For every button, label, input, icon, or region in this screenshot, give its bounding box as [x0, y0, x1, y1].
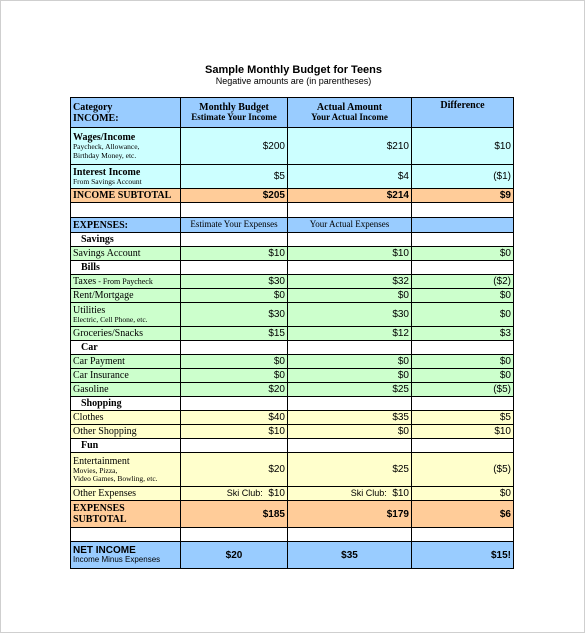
- other-shopping-budget: $10: [181, 425, 288, 439]
- wages-detail: Paycheck, Allowance,: [73, 142, 140, 152]
- entertainment-detail: Video Games, Bowling, etc.: [73, 474, 158, 483]
- clothes-actual: $35: [288, 411, 412, 425]
- wages-detail: Birthday Money, etc.: [73, 150, 137, 160]
- net-income-difference: $15!: [412, 542, 514, 569]
- gasoline-budget: $20: [181, 383, 288, 397]
- expenses-header-row: [71, 218, 514, 233]
- wages-label: Wages/Income: [73, 132, 136, 144]
- interest-actual: $4: [288, 165, 412, 189]
- wages-actual: $210: [288, 128, 412, 165]
- utilities-label: Utilities: [73, 304, 106, 316]
- groceries-actual: $12: [288, 327, 412, 341]
- interest-difference: ($1): [412, 165, 514, 189]
- car-insurance-difference: $0: [412, 369, 514, 383]
- gasoline-label: Gasoline: [71, 383, 181, 397]
- savings-account-budget: $10: [181, 247, 288, 261]
- income-subtotal-row: [71, 189, 514, 203]
- net-income-actual: $35: [288, 542, 412, 569]
- table-row: [71, 289, 514, 303]
- utilities-budget: $30: [181, 303, 288, 327]
- other-expenses-actual-cell: [288, 487, 412, 501]
- ski-club-budget-label: Ski Club:: [226, 488, 263, 498]
- rent-label: Rent/Mortgage: [71, 289, 181, 303]
- spacer-row: [71, 528, 514, 542]
- section-shopping: Shopping: [71, 397, 181, 411]
- car-insurance-actual: $0: [288, 369, 412, 383]
- groceries-difference: $3: [412, 327, 514, 341]
- header-category: [71, 98, 181, 128]
- savings-account-label: Savings Account: [71, 247, 181, 261]
- header-category-label: Category: [73, 101, 113, 113]
- table-row: [71, 327, 514, 341]
- table-row: [71, 355, 514, 369]
- other-expenses-budget-cell: [181, 487, 288, 501]
- car-insurance-label: Car Insurance: [71, 369, 181, 383]
- expenses-subtotal-budget: $185: [181, 501, 288, 528]
- section-fun: Fun: [71, 439, 181, 453]
- table-header-row: [71, 98, 514, 128]
- interest-budget: $5: [181, 165, 288, 189]
- entertainment-difference: ($5): [412, 453, 514, 487]
- table-row: [71, 128, 514, 165]
- income-subtotal-actual: $214: [288, 189, 412, 203]
- taxes-budget: $30: [181, 275, 288, 289]
- savings-account-difference: $0: [412, 247, 514, 261]
- other-expenses-actual: $10: [392, 488, 409, 499]
- section-bills: Bills: [71, 261, 181, 275]
- net-income-detail: Income Minus Expenses: [73, 555, 161, 565]
- net-income-row: [71, 542, 514, 569]
- expenses-label: EXPENSES:: [71, 218, 181, 233]
- table-row: [71, 369, 514, 383]
- ski-club-actual-label: Ski Club:: [350, 488, 387, 498]
- taxes-actual: $32: [288, 275, 412, 289]
- taxes-detail: - From Paycheck: [96, 277, 153, 286]
- table-row: [71, 303, 514, 327]
- net-income-category: [71, 542, 181, 569]
- car-payment-budget: $0: [181, 355, 288, 369]
- clothes-label: Clothes: [71, 411, 181, 425]
- other-expenses-label: Other Expenses: [71, 487, 181, 501]
- entertainment-category: [71, 453, 181, 487]
- income-subtotal-difference: $9: [412, 189, 514, 203]
- savings-account-actual: $10: [288, 247, 412, 261]
- interest-category: [71, 165, 181, 189]
- expenses-subtotal-difference: $6: [412, 501, 514, 528]
- taxes-difference: ($2): [412, 275, 514, 289]
- utilities-difference: $0: [412, 303, 514, 327]
- car-insurance-budget: $0: [181, 369, 288, 383]
- header-actual-amount-label: Actual Amount: [316, 102, 383, 114]
- wages-budget: $200: [181, 128, 288, 165]
- table-row: [71, 275, 514, 289]
- net-income-label: NET INCOME: [73, 545, 136, 557]
- table-row: [71, 165, 514, 189]
- gasoline-difference: ($5): [412, 383, 514, 397]
- clothes-budget: $40: [181, 411, 288, 425]
- car-payment-label: Car Payment: [71, 355, 181, 369]
- section-car: Car: [71, 341, 181, 355]
- interest-detail: From Savings Account: [73, 176, 142, 186]
- expenses-subtotal-line2: SUBTOTAL: [73, 514, 127, 525]
- expenses-estimate-header: Estimate Your Expenses: [181, 218, 288, 233]
- table-row: [71, 487, 514, 501]
- section-row: [71, 397, 514, 411]
- entertainment-detail: Movies, Pizza,: [73, 465, 118, 475]
- budget-table: [70, 97, 514, 569]
- utilities-category: [71, 303, 181, 327]
- table-row: [71, 383, 514, 397]
- section-row: [71, 261, 514, 275]
- car-payment-actual: $0: [288, 355, 412, 369]
- expenses-subtotal-line1: EXPENSES: [73, 503, 125, 514]
- groceries-budget: $15: [181, 327, 288, 341]
- other-shopping-difference: $10: [412, 425, 514, 439]
- page-title: Sample Monthly Budget for Teens: [204, 64, 383, 76]
- header-monthly-budget: [181, 98, 288, 128]
- entertainment-actual: $25: [288, 453, 412, 487]
- rent-actual: $0: [288, 289, 412, 303]
- table-row: [71, 411, 514, 425]
- rent-difference: $0: [412, 289, 514, 303]
- car-payment-difference: $0: [412, 355, 514, 369]
- rent-budget: $0: [181, 289, 288, 303]
- clothes-difference: $5: [412, 411, 514, 425]
- expenses-subtotal-label: [71, 501, 181, 528]
- net-income-budget: $20: [181, 542, 288, 569]
- header-estimate-income-label: Estimate Your Income: [191, 112, 277, 123]
- groceries-label: Groceries/Snacks: [71, 327, 181, 341]
- expenses-subtotal-row: [71, 501, 514, 528]
- entertainment-budget: $20: [181, 453, 288, 487]
- header-difference: Difference: [412, 98, 514, 128]
- spacer-row: [71, 203, 514, 218]
- header-monthly-budget-label: Monthly Budget: [199, 102, 269, 114]
- header-income-label: INCOME:: [73, 112, 119, 124]
- entertainment-label: Entertainment: [73, 455, 130, 467]
- section-savings: Savings: [71, 233, 181, 247]
- expenses-subtotal-actual: $179: [288, 501, 412, 528]
- header-actual-amount: [288, 98, 412, 128]
- section-row: [71, 341, 514, 355]
- wages-category: [71, 128, 181, 165]
- table-row: [71, 247, 514, 261]
- interest-label: Interest Income: [73, 166, 141, 178]
- gasoline-actual: $25: [288, 383, 412, 397]
- taxes-category: [71, 275, 181, 289]
- table-row: [71, 425, 514, 439]
- taxes-label: Taxes: [73, 276, 97, 287]
- other-shopping-actual: $0: [288, 425, 412, 439]
- section-row: [71, 439, 514, 453]
- other-expenses-difference: $0: [412, 487, 514, 501]
- utilities-actual: $30: [288, 303, 412, 327]
- expenses-actual-header: Your Actual Expenses: [288, 218, 412, 233]
- income-subtotal-budget: $205: [181, 189, 288, 203]
- section-row: [71, 233, 514, 247]
- income-subtotal-label: INCOME SUBTOTAL: [71, 189, 181, 203]
- table-row: [71, 453, 514, 487]
- wages-difference: $10: [412, 128, 514, 165]
- page-subtitle: Negative amounts are (in parentheses): [215, 76, 372, 86]
- other-expenses-budget: $10: [268, 488, 285, 499]
- other-shopping-label: Other Shopping: [71, 425, 181, 439]
- utilities-detail: Electric, Cell Phone, etc.: [73, 314, 148, 324]
- header-actual-income-label: Your Actual Income: [311, 112, 388, 123]
